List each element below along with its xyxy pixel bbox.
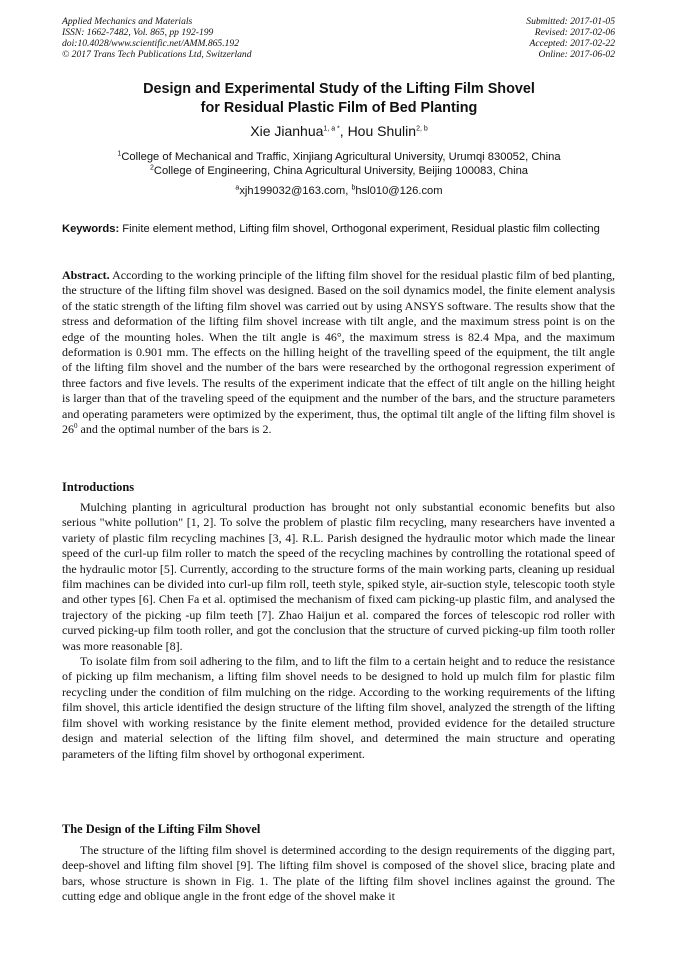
keywords: [62, 222, 615, 236]
revised-date: Revised: 2017-02-06: [534, 27, 615, 39]
abstract-text-end: and the optimal number of the bars is 2.: [77, 422, 272, 437]
abstract-degree-sup: 0: [74, 422, 78, 431]
journal-name: Applied Mechanics and Materials: [62, 16, 193, 27]
abstract-text: According to the working principle of the lifting film shovel for the residual plastic film of bed planting, the structure of the lifting film shovel was designed. Based on the soil dynamics model, the finite element analysis of the static strength of the lifting film shovel was carried out by using ANSYS software. The results show that the stress and deformation of the lifting film shovel increase with tilt angle, and the maximum stress point is on the edge of the mounting holes. When the tilt angle is 46°, the maximum stress is 82.4 Mpa, and the maximum deformation is 0.901 mm. The effects on the hilling height of the travelling speed of the equipment, the tilt angle of the lifting film shovel and the number of the bars were researched by the orthogonal regression experiment of three factors and five levels. The results of the experiment indicate that the effect of tilt angle on the hilling height is larger than that of the traveling speed of the equipment and the number of the bars, and the structure parameters and operating parameters were optimized by the experiment, thus, the optimal tilt angle of the lifting film shovel is 26: [62, 268, 615, 437]
author-emails: [0, 185, 678, 197]
affiliation-1-text: College of Mechanical and Traffic, Xinjiang Agricultural University, Urumqi 830052, China: [121, 151, 561, 163]
author-list: [0, 123, 678, 139]
paper-title: [0, 80, 678, 118]
email-separator: ,: [345, 185, 352, 197]
section-heading-introductions: Introductions: [62, 480, 135, 494]
author-separator: ,: [339, 123, 348, 139]
journal-issn: ISSN: 1662-7482, Vol. 865, pp 192-199: [62, 27, 214, 39]
keywords-label: Keywords:: [62, 223, 120, 235]
journal-doi: doi:10.4028/www.scientific.net/AMM.865.192: [62, 38, 240, 50]
affiliation-1-marker: 1: [117, 150, 122, 158]
online-date: Online: 2017-06-02: [538, 49, 615, 61]
section-heading-design: The Design of the Lifting Film Shovel: [62, 822, 261, 836]
journal-info: [62, 16, 252, 60]
author-1-marker: 1, a *: [323, 125, 340, 133]
email-a-marker: a: [235, 184, 240, 192]
email-b[interactable]: hsl010@126.com: [355, 185, 443, 197]
title-line-1: Design and Experimental Study of the Lifting Film Shovel: [143, 81, 535, 97]
publication-dates: [526, 16, 615, 60]
affiliation-2: [0, 164, 678, 178]
paragraph: To isolate film from soil adhering to the film, and to lift the film to a certain height and to reduce the resistance of picking up film mechanism, a lifting film shovel needs to be designed to hold up mulch film for plastic film recycling under the condition of film mulching on the ridge. According to the working requirements of the lifting film shovel, this article identified the design structure of the lifting film shovel, analyzed the strength of the lifting film shovel with working resistance by the finite element method, provided evidence for the detailed structure design and material selection of the lifting film shovel, and determined the main structure and operating parameters of the lifting film shovel by orthogonal experiment.: [62, 654, 615, 761]
title-line-2: for Residual Plastic Film of Bed Planting: [200, 100, 478, 116]
affiliation-2-marker: 2: [149, 164, 154, 172]
paragraph: Mulching planting in agricultural production has brought not only substantial economic benefits but also serious "white pollution" [1, 2]. To solve the problem of plastic film recycling, many researchers have invented a variety of plastic film recycling machines [3, 4]. R.L. Parish designed the hydraulic motor which made the linear speed of the curl-up film roller to match the speed of the recycling machines by controlling the rotational speed of the hydraulic motor [5]. Currently, according to the structure forms of the main working parts, cleaning up residual film machines can be divided into curl-up film roll, teeth style, spiked style, air-suction style, telescopic tooth style and other types [6]. Chen Fa et al. optimised the mechanism of fixed cam picking-up plastic film, and analysed the trajectory of the picking -up film teeth [7]. Zhao Haijun et al. compared the forces of telescopic rod roller with curved picking-up film tooth roller, and got the conclusion that the structure of curved picking-up film tooth roller was more reasonable [8].: [62, 500, 615, 653]
author-1: Xie Jianhua: [250, 123, 324, 139]
journal-header: [62, 16, 615, 60]
design-body: [62, 843, 615, 905]
introductions-body: [62, 500, 615, 762]
journal-copyright: © 2017 Trans Tech Publications Ltd, Switzerland: [62, 49, 252, 61]
submitted-date: Submitted: 2017-01-05: [526, 16, 615, 27]
keywords-text: Finite element method, Lifting film shovel, Orthogonal experiment, Residual plastic film collecting: [119, 223, 600, 235]
author-2-marker: 2, b: [416, 125, 428, 133]
accepted-date: Accepted: 2017-02-22: [529, 38, 615, 50]
email-a[interactable]: xjh199032@163.com: [239, 185, 346, 197]
affiliations: [0, 150, 678, 178]
abstract-label: Abstract.: [62, 268, 110, 282]
abstract: [62, 268, 615, 437]
affiliation-2-text: College of Engineering, China Agricultural University, Beijing 100083, China: [153, 165, 529, 177]
paragraph: The structure of the lifting film shovel is determined according to the design requirements of the digging part, deep-shovel and lifting film shovel [9]. The lifting film shovel is composed of the shovel slice, bracing plate and bars, whose structure is shown in Fig. 1. The plate of the lifting film shovel inclines against the ground. The cutting edge and oblique angle in the front edge of the shovel make it: [62, 843, 615, 904]
email-b-marker: b: [351, 184, 356, 192]
affiliation-1: [0, 150, 678, 164]
author-2: Hou Shulin: [347, 123, 417, 139]
